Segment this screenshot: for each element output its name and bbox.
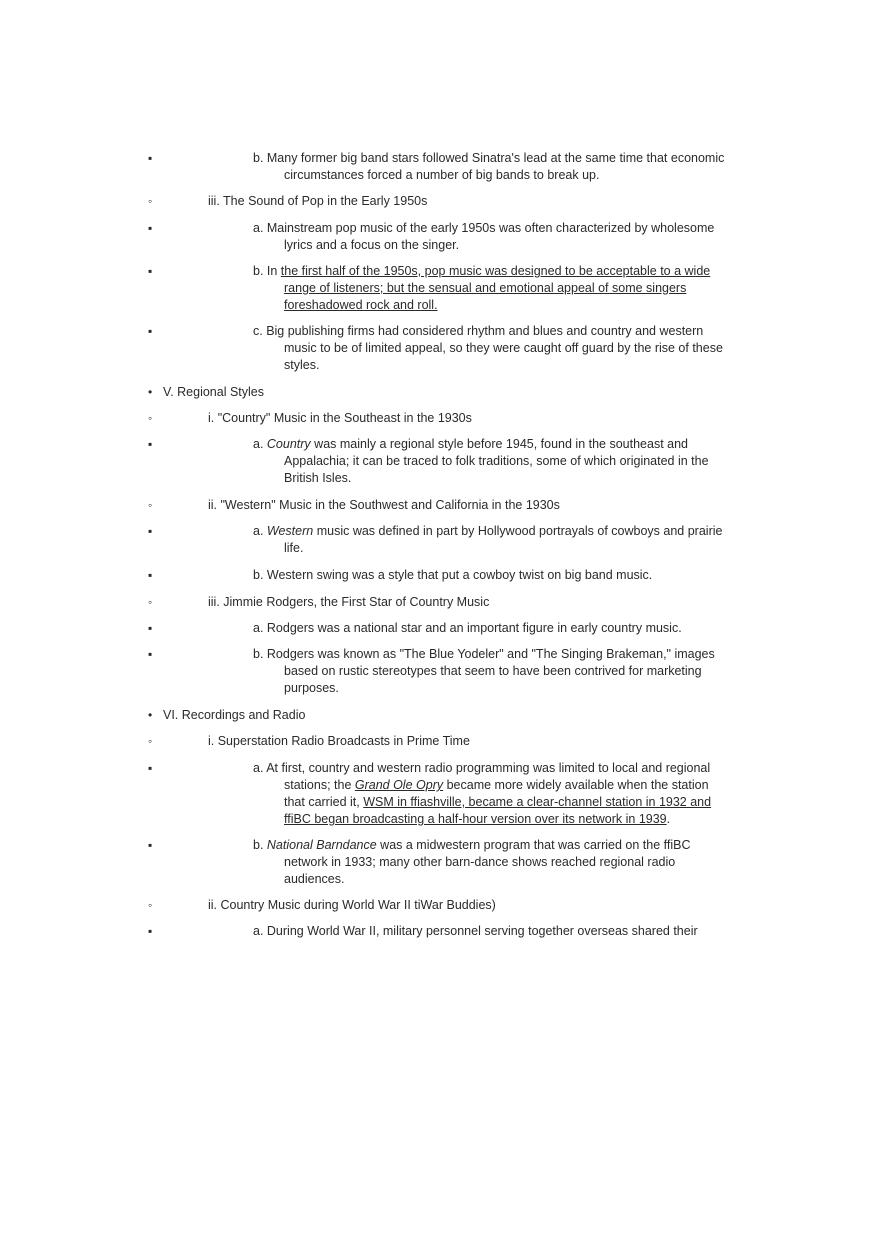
section-heading: VI. Recordings and Radio xyxy=(163,708,306,722)
list-item-text: circumstances forced a number of big bands to break up. xyxy=(284,168,600,182)
list-item-text: music to be of limited appeal, so they were caught off guard by the rise of these xyxy=(284,341,723,355)
list-item-text: b. Western swing was a style that put a cowboy twist on big band music. xyxy=(253,568,653,582)
disc-bullet-icon: • xyxy=(148,385,153,399)
square-bullet-icon: ▪ xyxy=(148,647,153,661)
list-item-text: a. During World War II, military personnel serving together overseas shared their xyxy=(253,924,698,938)
circle-bullet-icon: ◦ xyxy=(148,498,153,512)
italic-text: Western xyxy=(266,524,314,538)
circle-bullet-icon: ◦ xyxy=(148,194,153,208)
underlined-text: WSM in ffiashville, became a clear-channel station in 1932 and xyxy=(363,795,712,809)
square-bullet-icon: ▪ xyxy=(148,264,153,278)
list-item-text: b. Rodgers was known as "The Blue Yodeler" and "The Singing Brakeman," images xyxy=(253,647,715,661)
circle-bullet-icon: ◦ xyxy=(148,898,153,912)
italic-text: National Barndance xyxy=(266,838,377,852)
disc-bullet-icon: • xyxy=(148,708,153,722)
square-bullet-icon: ▪ xyxy=(148,221,153,235)
list-item-text: b. Many former big band stars followed Sinatra's lead at the same time that economic xyxy=(253,151,725,165)
square-bullet-icon: ▪ xyxy=(148,838,153,852)
section-heading: ii. "Western" Music in the Southwest and California in the 1930s xyxy=(208,498,560,512)
section-heading: ii. Country Music during World War II tiWar Buddies) xyxy=(208,898,496,912)
underlined-text: the first half of the 1950s, pop music was designed to be acceptable to a wide xyxy=(280,264,711,278)
square-bullet-icon: ▪ xyxy=(148,524,153,538)
underlined-italic-text: Grand Ole Opry xyxy=(354,778,444,792)
list-item-text: c. Big publishing firms had considered rhythm and blues and country and western xyxy=(253,324,704,338)
list-item-text: a. Rodgers was a national star and an important figure in early country music. xyxy=(253,621,682,635)
list-item-text: purposes. xyxy=(284,681,339,695)
list-item-text: b. In xyxy=(253,264,281,278)
list-item-text: lyrics and a focus on the singer. xyxy=(284,238,460,252)
list-item-text: based on rustic stereotypes that seem to have been contrived for marketing xyxy=(284,664,702,678)
list-item-text: a. At first, country and western radio programming was limited to local and regional xyxy=(253,761,711,775)
square-bullet-icon: ▪ xyxy=(148,924,153,938)
section-heading: i. "Country" Music in the Southeast in the 1930s xyxy=(208,411,472,425)
section-heading: iii. Jimmie Rodgers, the First Star of Country Music xyxy=(208,595,490,609)
square-bullet-icon: ▪ xyxy=(148,621,153,635)
list-item-text: audiences. xyxy=(284,872,345,886)
square-bullet-icon: ▪ xyxy=(148,151,153,165)
list-item-text: British Isles. xyxy=(284,471,352,485)
italic-text: Country xyxy=(266,437,311,451)
square-bullet-icon: ▪ xyxy=(148,761,153,775)
underlined-text: ffiBC began broadcasting a half-hour version over its network in 1939 xyxy=(284,812,667,826)
list-item-text: life. xyxy=(284,541,304,555)
circle-bullet-icon: ◦ xyxy=(148,595,153,609)
list-item-text: styles. xyxy=(284,358,320,372)
section-heading: V. Regional Styles xyxy=(163,385,264,399)
section-heading: i. Superstation Radio Broadcasts in Prime Time xyxy=(208,734,470,748)
square-bullet-icon: ▪ xyxy=(148,437,153,451)
list-item-text: a. Mainstream pop music of the early 1950s was often characterized by wholesome xyxy=(253,221,715,235)
list-item-text: Appalachia; it can be traced to folk traditions, some of which originated in the xyxy=(284,454,709,468)
square-bullet-icon: ▪ xyxy=(148,324,153,338)
square-bullet-icon: ▪ xyxy=(148,568,153,582)
underlined-text: range of listeners; but the sensual and emotional appeal of some singers xyxy=(284,281,687,295)
document-page: ▪ b. Many former big band stars followed Sinatra's lead at the same time that economic circumstances forced a number of big bands to break up. ◦ iii. The Sound of Pop in the Early 1950s ▪ a. Mainstream pop music of the early 1950s was often characterized by wholesome lyrics and a focus on the singer. ▪ b. In the first half of the 1950s, pop music was designed to be acceptable to a wide range of listeners; but the sensual and emotional appeal of some singers foreshadowed rock and roll. ▪ c. Big publishing firms had considered rhythm and blues and country and western music to be of limited appeal, so they were caught off guard by the rise of these styles. • V. Regional Styles ◦ i. "Country" Music in the Southeast in the 1930s ▪ a. Country was mainly a regional style before 1945, found in the southeast and Appalachia; it can be traced to folk traditions, some of which originated in the British Isles. ◦ ii. "Western" Music in the Southwest and California in the 1930s ▪ a. Western music was defined in part by Hollywood portrayals of cowboys and prairie life. ▪ b. Western swing was a style that put a cowboy twist on big band music. ◦ iii. Jimmie Rodgers, the First Star of Country Music ▪ a. Rodgers was a national star and an important figure in early country music. ▪ b. Rodgers was known as "The Blue Yodeler" and "The Singing Brakeman," images based on rustic stereotypes that seem to have been contrived for marketing purposes. • VI. Recordings and Radio ◦ i. Superstation Radio Broadcasts in Prime Time ▪ a. At first, country and western radio programming was limited to local and regional stations; the Grand Ole Opry became more widely available when the station that carried it, WSM in ffiashville, became a clear-channel station in 1932 and ffiBC began broadcasting a half-hour version over its network in 1939. ▪ b. National Barndance was a midwestern program that was carried on the ffiBC network in 1933; many other barn-dance shows reached regional radio audiences. ◦ ii. Country Music during World War II tiWar Buddies) ▪ a. During World War II, military personnel serving together overseas shared their xyxy=(0,0,880,1247)
underlined-text: foreshadowed rock and roll. xyxy=(284,298,438,312)
circle-bullet-icon: ◦ xyxy=(148,411,153,425)
circle-bullet-icon: ◦ xyxy=(148,734,153,748)
list-item-text: network in 1933; many other barn-dance shows reached regional radio xyxy=(284,855,676,869)
section-heading: iii. The Sound of Pop in the Early 1950s xyxy=(208,194,428,208)
